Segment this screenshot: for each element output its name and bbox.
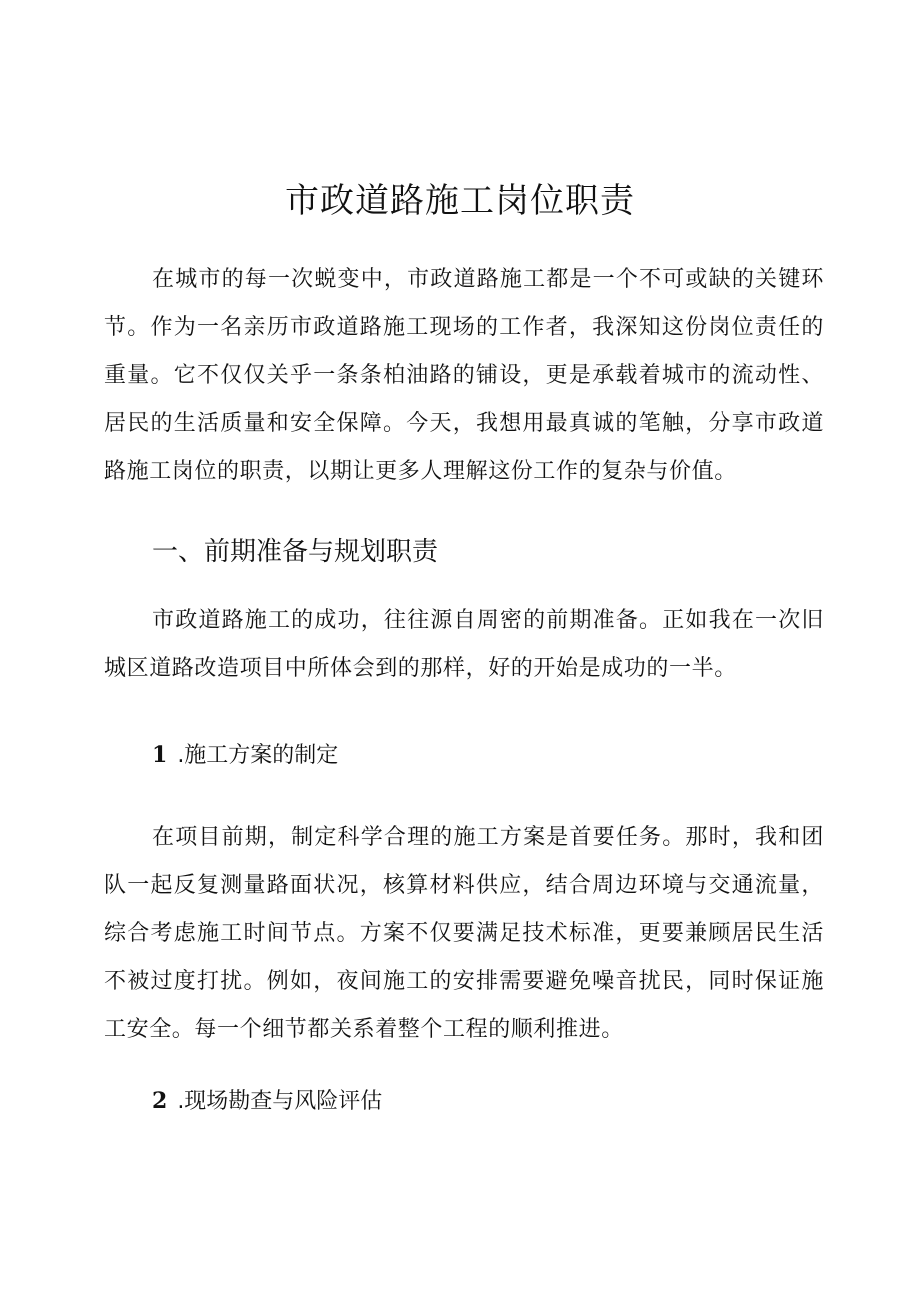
section-paragraph: 市政道路施工的成功，往往源自周密的前期准备。正如我在一次旧城区道路改造项目中所体会到的那样，好的开始是成功的一半。	[104, 608, 824, 681]
page-title: 市政道路施工岗位职责	[285, 181, 635, 221]
sub-heading-label: .现场勘查与风险评估	[177, 1089, 383, 1114]
sub-heading-1	[152, 738, 338, 773]
intro-paragraph: 在城市的每一次蜕变中，市政道路施工都是一个不可或缺的关键环节。作为一名亲历市政道路施工现场的工作者，我深知这份岗位责任的重量。它不仅仅关乎一条条柏油路的铺设，更是承载着城市的流动性、居民的生活质量和安全保障。今天，我想用最真诚的笔触，分享市政道路施工岗位的职责，以期让更多人理解这份工作的复杂与价值。	[104, 267, 824, 484]
sub-heading-number: 2	[152, 1088, 168, 1114]
sub-heading-number: 1	[152, 742, 168, 768]
section-heading: 一、前期准备与规划职责	[152, 537, 439, 567]
sub-section-paragraph: 在项目前期，制定科学合理的施工方案是首要任务。那时，我和团队一起反复测量路面状况，核算材料供应，结合周边环境与交通流量，综合考虑施工时间节点。方案不仅要满足技术标准，更要兼顾居民生活不被过度打扰。例如，夜间施工的安排需要避免噪音扰民，同时保证施工安全。每一个细节都关系着整个工程的顺利推进。	[104, 825, 824, 1042]
sub-heading-label: .施工方案的制定	[177, 743, 339, 768]
sub-heading-2	[152, 1084, 382, 1119]
